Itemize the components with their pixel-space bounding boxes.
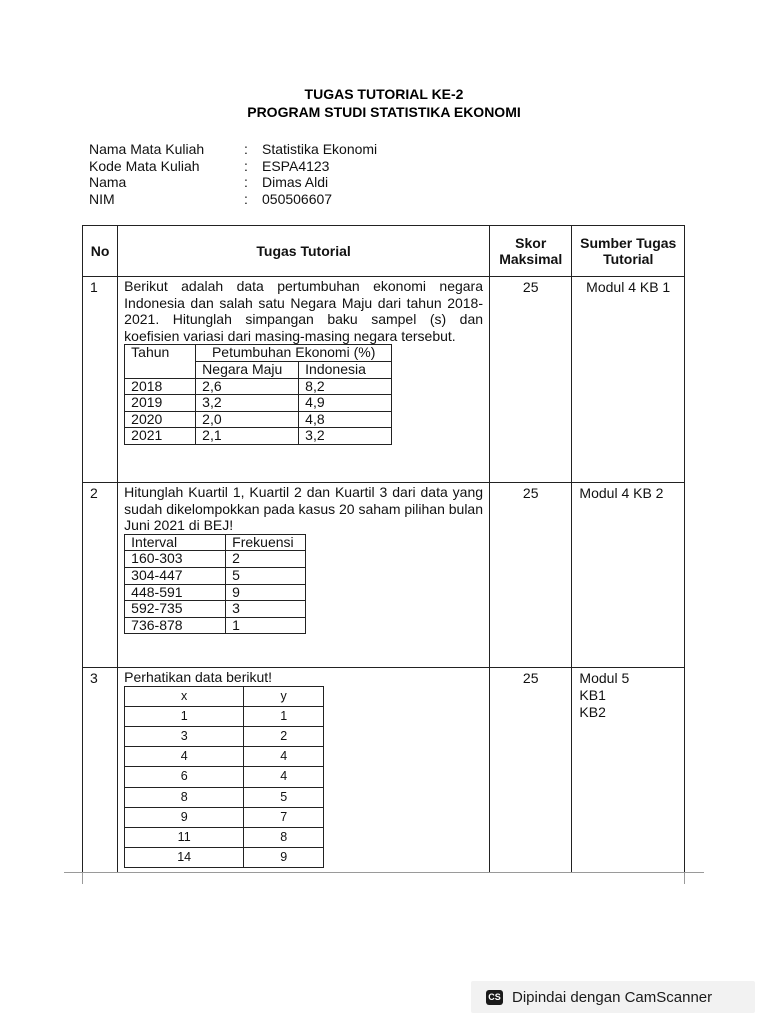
- cell-indonesia: 3,2: [299, 428, 392, 445]
- cell-frequency: 5: [226, 567, 306, 584]
- info-separator: :: [244, 141, 248, 157]
- cell-year: 2020: [125, 411, 196, 428]
- table-header-row: [83, 226, 685, 277]
- table-row: [125, 807, 324, 827]
- cell-developed-country: 3,2: [196, 395, 299, 412]
- cell-developed-country: 2,0: [196, 411, 299, 428]
- camscanner-logo-icon: CS: [486, 990, 503, 1005]
- table-row: [83, 483, 685, 668]
- source-line: Modul 4 KB 2: [579, 485, 664, 501]
- header-max-score: Skor Maksimal: [490, 226, 572, 277]
- cell-x: 14: [125, 848, 244, 868]
- task-number: 1: [83, 277, 118, 483]
- cell-x: 8: [125, 787, 244, 807]
- table-row: [125, 378, 392, 395]
- header-task: Tugas Tutorial: [118, 226, 490, 277]
- table-row: [125, 727, 324, 747]
- cell-y: 4: [244, 767, 324, 787]
- info-separator: :: [244, 174, 248, 191]
- task-content: [118, 277, 490, 483]
- table-row: [125, 567, 306, 584]
- col-header-interval: Interval: [125, 534, 226, 551]
- cell-year: 2021: [125, 428, 196, 445]
- max-score: 25: [490, 668, 572, 873]
- table-row: [125, 767, 324, 787]
- cell-interval: 160-303: [125, 551, 226, 568]
- page-bottom-edge: [64, 872, 704, 873]
- cell-indonesia: 8,2: [299, 378, 392, 395]
- cell-interval: 592-735: [125, 601, 226, 618]
- cell-year: 2019: [125, 395, 196, 412]
- cell-frequency: 1: [226, 617, 306, 634]
- table-row: [125, 584, 306, 601]
- info-row-course-code: [89, 158, 377, 175]
- table-row: [125, 706, 324, 726]
- source-line: KB2: [579, 704, 606, 720]
- table-row: [125, 601, 306, 618]
- max-score: 25: [490, 277, 572, 483]
- watermark-text: Dipindai dengan CamScanner: [512, 988, 713, 1006]
- cell-x: 9: [125, 807, 244, 827]
- source-line: Modul 4 KB 1: [586, 279, 671, 295]
- cell-x: 1: [125, 706, 244, 726]
- document-subtitle: PROGRAM STUDI STATISTIKA EKONOMI: [247, 104, 521, 120]
- table-row: [125, 828, 324, 848]
- task-source: [572, 668, 685, 873]
- info-label: Kode Mata Kuliah: [89, 157, 200, 174]
- cell-y: 1: [244, 706, 324, 726]
- cell-interval: 736-878: [125, 617, 226, 634]
- info-separator: :: [244, 191, 248, 208]
- cell-frequency: 2: [226, 551, 306, 568]
- task-question: Perhatikan data berikut!: [124, 669, 273, 685]
- info-value: 050506607: [262, 191, 333, 208]
- header-source: Sumber Tugas Tutorial: [572, 226, 685, 277]
- task-number: 3: [83, 668, 118, 873]
- source-line: Modul 5: [579, 670, 630, 686]
- table-row: [125, 411, 392, 428]
- cell-interval: 304-447: [125, 567, 226, 584]
- page-edge-tick-left: [82, 872, 83, 884]
- cell-interval: 448-591: [125, 584, 226, 601]
- cell-x: 11: [125, 828, 244, 848]
- cell-developed-country: 2,6: [196, 378, 299, 395]
- document-title: TUGAS TUTORIAL KE-2: [304, 86, 464, 102]
- table-row: [125, 551, 306, 568]
- task-source: [572, 483, 685, 668]
- cell-frequency: 3: [226, 601, 306, 618]
- col-header-indonesia: Indonesia: [299, 361, 392, 378]
- header-no: No: [83, 226, 118, 277]
- source-line: KB1: [579, 687, 606, 703]
- table-row: [125, 848, 324, 868]
- table-row: [125, 787, 324, 807]
- table-row: [83, 668, 685, 873]
- cell-y: 9: [244, 848, 324, 868]
- table-row: [125, 747, 324, 767]
- info-label: Nama: [89, 174, 127, 191]
- info-row-name: [89, 174, 377, 191]
- table-row: [125, 617, 306, 634]
- info-value: Dimas Aldi: [262, 174, 329, 191]
- col-header-developed-country: Negara Maju: [196, 361, 299, 378]
- camscanner-watermark: [471, 981, 755, 1013]
- task-content: [118, 668, 490, 873]
- cell-developed-country: 2,1: [196, 428, 299, 445]
- frequency-table: [124, 534, 306, 635]
- cell-y: 5: [244, 787, 324, 807]
- info-value: Statistika Ekonomi: [262, 141, 378, 157]
- cell-frequency: 9: [226, 584, 306, 601]
- economic-growth-table: [124, 344, 392, 445]
- task-number: 2: [83, 483, 118, 668]
- cell-indonesia: 4,9: [299, 395, 392, 412]
- task-question: Hitunglah Kuartil 1, Kuartil 2 dan Kuartil 3 dari data yang sudah dikelompokkan pada kasus 20 saham pilihan bulan Juni 2021 di BEJ!: [124, 484, 484, 534]
- info-row-course-name: [89, 141, 377, 158]
- table-row: [125, 395, 392, 412]
- cell-x: 3: [125, 727, 244, 747]
- cell-x: 4: [125, 747, 244, 767]
- info-value: ESPA4123: [262, 157, 330, 174]
- col-header-growth: Petumbuhan Ekonomi (%): [196, 345, 392, 362]
- cell-y: 7: [244, 807, 324, 827]
- col-header-y: y: [244, 686, 324, 706]
- page-edge-tick-right: [684, 872, 685, 884]
- table-row: [83, 277, 685, 483]
- xy-data-table: [124, 686, 324, 869]
- table-row: [125, 428, 392, 445]
- cell-indonesia: 4,8: [299, 411, 392, 428]
- col-header-x: x: [125, 686, 244, 706]
- info-label: Nama Mata Kuliah: [89, 141, 205, 157]
- col-header-year: Tahun: [125, 345, 196, 378]
- tutorial-task-table: [82, 225, 685, 873]
- cell-x: 6: [125, 767, 244, 787]
- info-separator: :: [244, 157, 248, 174]
- cell-y: 2: [244, 727, 324, 747]
- task-source: [572, 277, 685, 483]
- cell-y: 8: [244, 828, 324, 848]
- task-question: Berikut adalah data pertumbuhan ekonomi negara Indonesia dan salah satu Negara Maju dari tahun 2018-2021. Hitunglah simpangan baku sampel (s) dan koefisien variasi dari masing-masing negara tersebut.: [124, 278, 484, 344]
- info-label: NIM: [89, 191, 115, 208]
- course-info: [89, 141, 377, 208]
- col-header-frequency: Frekuensi: [226, 534, 306, 551]
- cell-y: 4: [244, 747, 324, 767]
- max-score: 25: [490, 483, 572, 668]
- info-row-nim: [89, 191, 377, 208]
- task-content: [118, 483, 490, 668]
- cell-year: 2018: [125, 378, 196, 395]
